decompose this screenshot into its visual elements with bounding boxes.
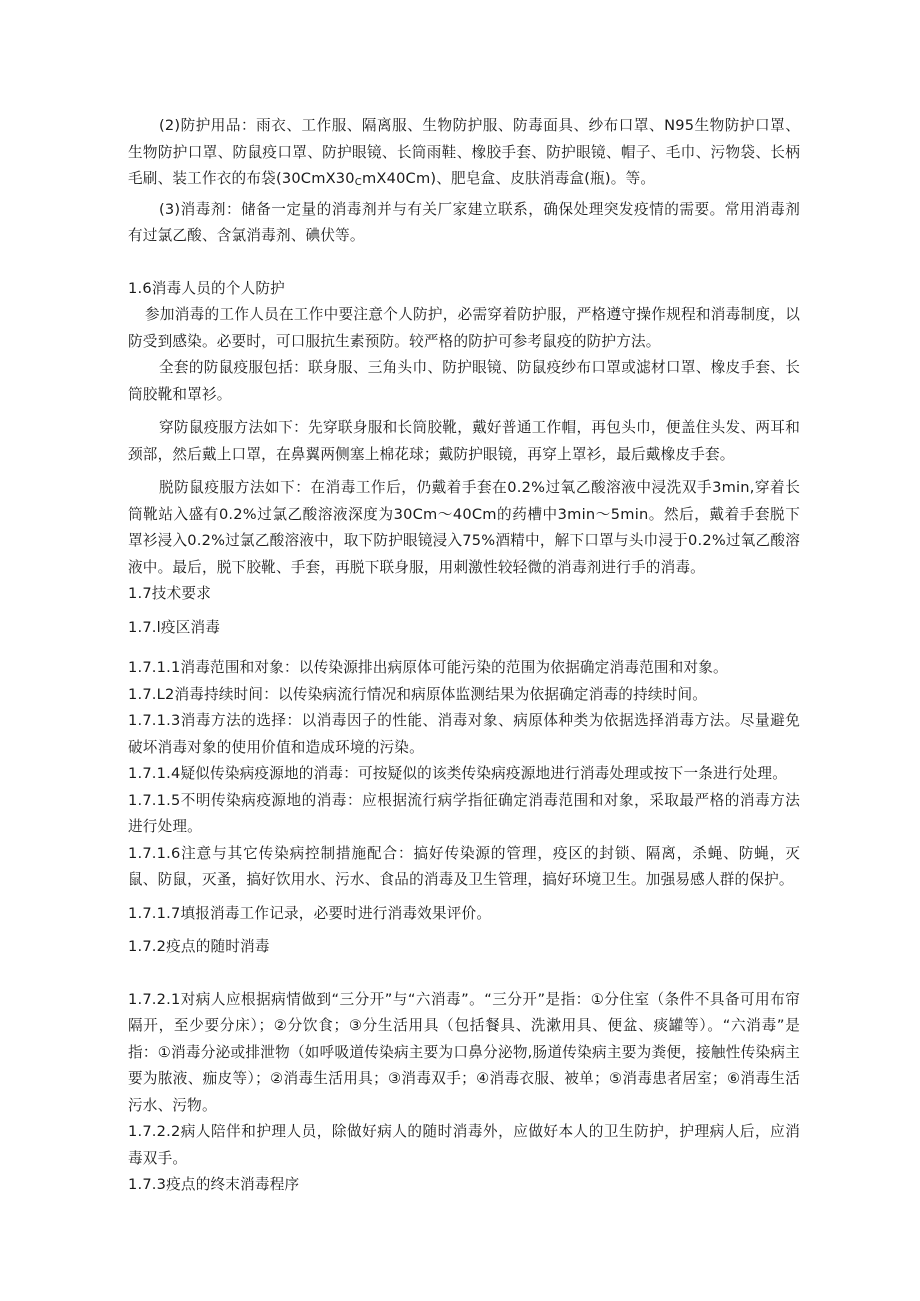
heading-1-6: 1.6消毒人员的个人防护	[128, 279, 285, 297]
heading-1-7-2: 1.7.2疫点的随时消毒	[128, 938, 270, 955]
paragraph-1-7-2-1: 1.7.2.1对病人应根据病情做到“三分开”与“六消毒”。“三分开”是指：①分住室（条件不具备可用布帘隔开，至少要分床）；②分饮食；③分生活用具（包括餐具、洗漱用具、便盆、痰罐等）。“六消毒”是指：①消毒分泌或排泄物（如呼吸道传染病主要为口鼻分泌物,肠道传染病主要为粪便，接触性传染病主要为脓液、痂皮等）；②消毒生活用具；③消毒双手；④消毒衣服、被单；⑤消毒患者居室；⑥消毒生活污水、污物。	[128, 990, 800, 1114]
paragraph-1-7-1-7: 1.7.1.7填报消毒工作记录，必要时进行消毒效果评价。	[128, 904, 492, 922]
paragraph-1-7-1-3: 1.7.1.3消毒方法的选择：以消毒因子的性能、消毒对象、病原体种类为依据选择消毒方法。尽量避免破坏消毒对象的使用价值和造成环境的污染。	[128, 712, 800, 756]
paragraph-1-7-2-2: 1.7.2.2病人陪伴和护理人员，除做好病人的随时消毒外，应做好本人的卫生防护，护理病人后，应消毒双手。	[128, 1123, 800, 1167]
paragraph-1-6-intro: 参加消毒的工作人员在工作中要注意个人防护，必需穿着防护服，严格遵守操作规程和消毒制度，以防受到感染。必要时，可口服抗生素预防。较严格的防护可参考鼠疫的防护方法。	[128, 306, 800, 350]
paragraph-disinfectant: (3)消毒剂：储备一定量的消毒剂并与有关厂家建立联系，确保处理突发疫情的需要。常用消毒剂有过氯乙酸、含氯消毒剂、碘伏等。	[128, 200, 800, 244]
paragraph-1-7-1-4: 1.7.1.4疑似传染病疫源地的消毒：可按疑似的该类传染病疫源地进行消毒处理或按下一条进行处理。	[128, 765, 788, 782]
heading-1-7-3: 1.7.3疫点的终末消毒程序	[128, 1176, 300, 1193]
paragraph-1-7-1-1: 1.7.1.1消毒范围和对象：以传染源排出病原体可能污染的范围为依据确定消毒范围和对象。	[128, 659, 728, 676]
paragraph-protective-items-text: (2)防护用品：雨衣、工作服、隔离服、生物防护服、防毒面具、纱布口罩、N95生物防护口罩、生物防护口罩、防鼠疫口罩、防护眼镜、长筒雨鞋、橡胶手套、防护眼镜、帽子、毛巾、污物袋、长柄毛刷、装工作衣的布袋(30CmX30	[128, 117, 800, 187]
paragraph-1-7-1-2: 1.7.L2消毒持续时间：以传染病流行情况和病原体监测结果为依据确定消毒的持续时间。	[128, 685, 708, 703]
paragraph-wear-method: 穿防鼠疫服方法如下：先穿联身服和长筒胶靴，戴好普通工作帽，再包头巾，便盖住头发、两耳和颈部，然后戴上口罩，在鼻翼两侧塞上棉花球；戴防护眼镜，再穿上罩衫，最后戴橡皮手套。	[128, 419, 800, 463]
subscript-c: C	[354, 177, 362, 188]
paragraph-1-7-1-5: 1.7.1.5不明传染病疫源地的消毒：应根据流行病学指征确定消毒范围和对象，采取最严格的消毒方法进行处理。	[128, 791, 800, 835]
heading-1-7-1: 1.7.l疫区消毒	[128, 618, 221, 636]
paragraph-protective-items	[128, 113, 800, 197]
paragraph-1-7-1-6: 1.7.1.6注意与其它传染病控制措施配合：搞好传染源的管理，疫区的封锁、隔离，杀蝇、防蝇，灭鼠、防鼠，灭蚤，搞好饮用水、污水、食品的消毒及卫生管理，搞好环境卫生。加强易感人群的保护。	[128, 844, 800, 888]
paragraph-protective-items-tail: mX40Cm)、肥皂盒、皮肤消毒盒(瓶)。等。	[361, 170, 656, 187]
heading-1-7: 1.7技术要求	[128, 585, 211, 602]
paragraph-remove-method: 脱防鼠疫服方法如下：在消毒工作后，仍戴着手套在0.2%过氧乙酸溶液中浸洗双手3min,穿着长筒靴站入盛有0.2%过氯乙酸溶液深度为30Cm～40Cm的药槽中3min～5min。然后，戴着手套脱下罩衫浸入0.2%过氯乙酸溶液中，取下防护眼镜浸入75%酒精中，解下口罩与头巾浸于0.2%过氧乙酸溶液中。最后，脱下胶靴、手套，再脱下联身服，用刺激性较轻微的消毒剂进行手的消毒。	[128, 479, 800, 576]
document-body	[128, 113, 800, 1199]
paragraph-full-suit: 全套的防鼠疫服包括：联身服、三角头巾、防护眼镜、防鼠疫纱布口罩或滤材口罩、橡皮手套、长筒胶靴和罩衫。	[128, 359, 800, 403]
